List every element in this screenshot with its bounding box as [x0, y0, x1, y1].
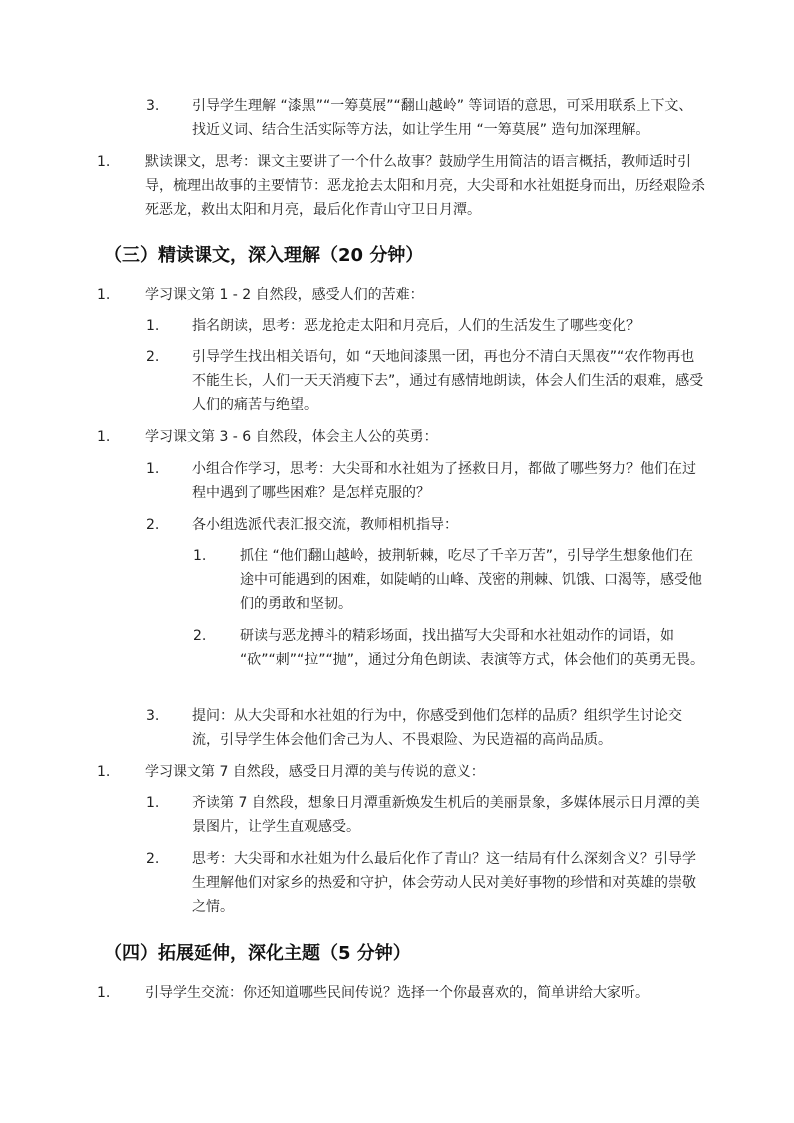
list-text: 研读与恶龙搏斗的精彩场面，找出描写大尖哥和水社姐动作的词语，如 “砍”“刺”“拉”“抛”，通过分角色朗读、表演等方式，体会他们的英勇无畏。: [240, 628, 705, 668]
list-item: [146, 457, 706, 505]
list-number: 1.: [146, 318, 160, 334]
list-number: 1.: [97, 154, 111, 170]
list-item: [146, 314, 706, 338]
section-heading: （四）拓展延伸，深化主题（5 分钟）: [104, 943, 411, 964]
list-item: [146, 704, 706, 752]
list-text: 引导学生理解 “漆黑”“一筹莫展”“翻山越岭” 等词语的意思，可采用联系上下文、找近义词、结合生活实际等方法，如让学生用 “一筹莫展” 造句加深理解。: [192, 98, 693, 138]
list-item: [146, 94, 706, 142]
list-item: [146, 513, 706, 537]
list-number: 2.: [146, 517, 160, 533]
list-text: 抓住 “他们翻山越岭，披荆斩棘，吃尽了千辛万苦”，引导学生想象他们在途中可能遇到的困难，如陡峭的山峰、茂密的荆棘、饥饿、口渴等，感受他们的勇敢和坚韧。: [240, 548, 702, 612]
list-number: 1.: [97, 985, 111, 1001]
list-item: [193, 544, 706, 616]
list-text: 小组合作学习，思考：大尖哥和水社姐为了拯救日月，都做了哪些努力？他们在过程中遇到了哪些困难？是怎样克服的？: [192, 461, 696, 501]
list-number: 1.: [97, 287, 111, 303]
list-number: 1.: [146, 461, 160, 477]
list-item: [97, 981, 706, 1005]
list-text: 指名朗读，思考：恶龙抢走太阳和月亮后，人们的生活发生了哪些变化？: [192, 318, 640, 334]
list-number: 2.: [146, 851, 160, 867]
list-text: 学习课文第 7 自然段，感受日月潭的美与传说的意义：: [145, 764, 485, 780]
section-heading: （三）精读课文，深入理解（20 分钟）: [104, 245, 424, 266]
list-text: 引导学生找出相关语句，如 “天地间漆黑一团，再也分不清白天黑夜”“农作物再也不能生长，人们一天天消瘦下去”，通过有感情地朗读，体会人们生活的艰难，感受人们的痛苦与绝望。: [192, 349, 704, 413]
list-number: 3.: [146, 708, 160, 724]
list-item: [97, 150, 706, 222]
list-item: [146, 791, 706, 839]
list-item: [146, 345, 706, 417]
list-text: 学习课文第 1 - 2 自然段，感受人们的苦难：: [145, 287, 424, 303]
list-number: 1.: [193, 548, 207, 564]
list-text: 引导学生交流：你还知道哪些民间传说？选择一个你最喜欢的，简单讲给大家听。: [145, 985, 649, 1001]
list-text: 各小组选派代表汇报交流，教师相机指导：: [192, 517, 458, 533]
list-item: [146, 847, 706, 919]
list-text: 思考：大尖哥和水社姐为什么最后化作了青山？这一结局有什么深刻含义？引导学生理解他们对家乡的热爱和守护，体会劳动人民对美好事物的珍惜和对英雄的崇敬之情。: [192, 851, 696, 915]
list-text: 默读课文，思考：课文主要讲了一个什么故事？鼓励学生用简洁的语言概括，教师适时引导，梳理出故事的主要情节：恶龙抢去太阳和月亮，大尖哥和水社姐挺身而出，历经艰险杀死恶龙，救出太阳和月亮，最后化作青山守卫日月潭。: [145, 154, 705, 218]
list-number: 3.: [146, 98, 160, 114]
list-text: 提问：从大尖哥和水社姐的行为中，你感受到他们怎样的品质？组织学生讨论交流，引导学生体会他们舍己为人、不畏艰险、为民造福的高尚品质。: [192, 708, 682, 748]
list-item: [97, 760, 706, 784]
list-item: [97, 425, 706, 449]
list-number: 2.: [193, 628, 207, 644]
list-text: 学习课文第 3 - 6 自然段，体会主人公的英勇：: [145, 429, 438, 445]
list-number: 2.: [146, 349, 160, 365]
list-text: 齐读第 7 自然段，想象日月潭重新焕发生机后的美丽景象，多媒体展示日月潭的美景图片，让学生直观感受。: [192, 795, 700, 835]
list-item: [193, 624, 706, 696]
list-item: [97, 283, 706, 307]
list-number: 1.: [97, 764, 111, 780]
list-number: 1.: [146, 795, 160, 811]
list-number: 1.: [97, 429, 111, 445]
